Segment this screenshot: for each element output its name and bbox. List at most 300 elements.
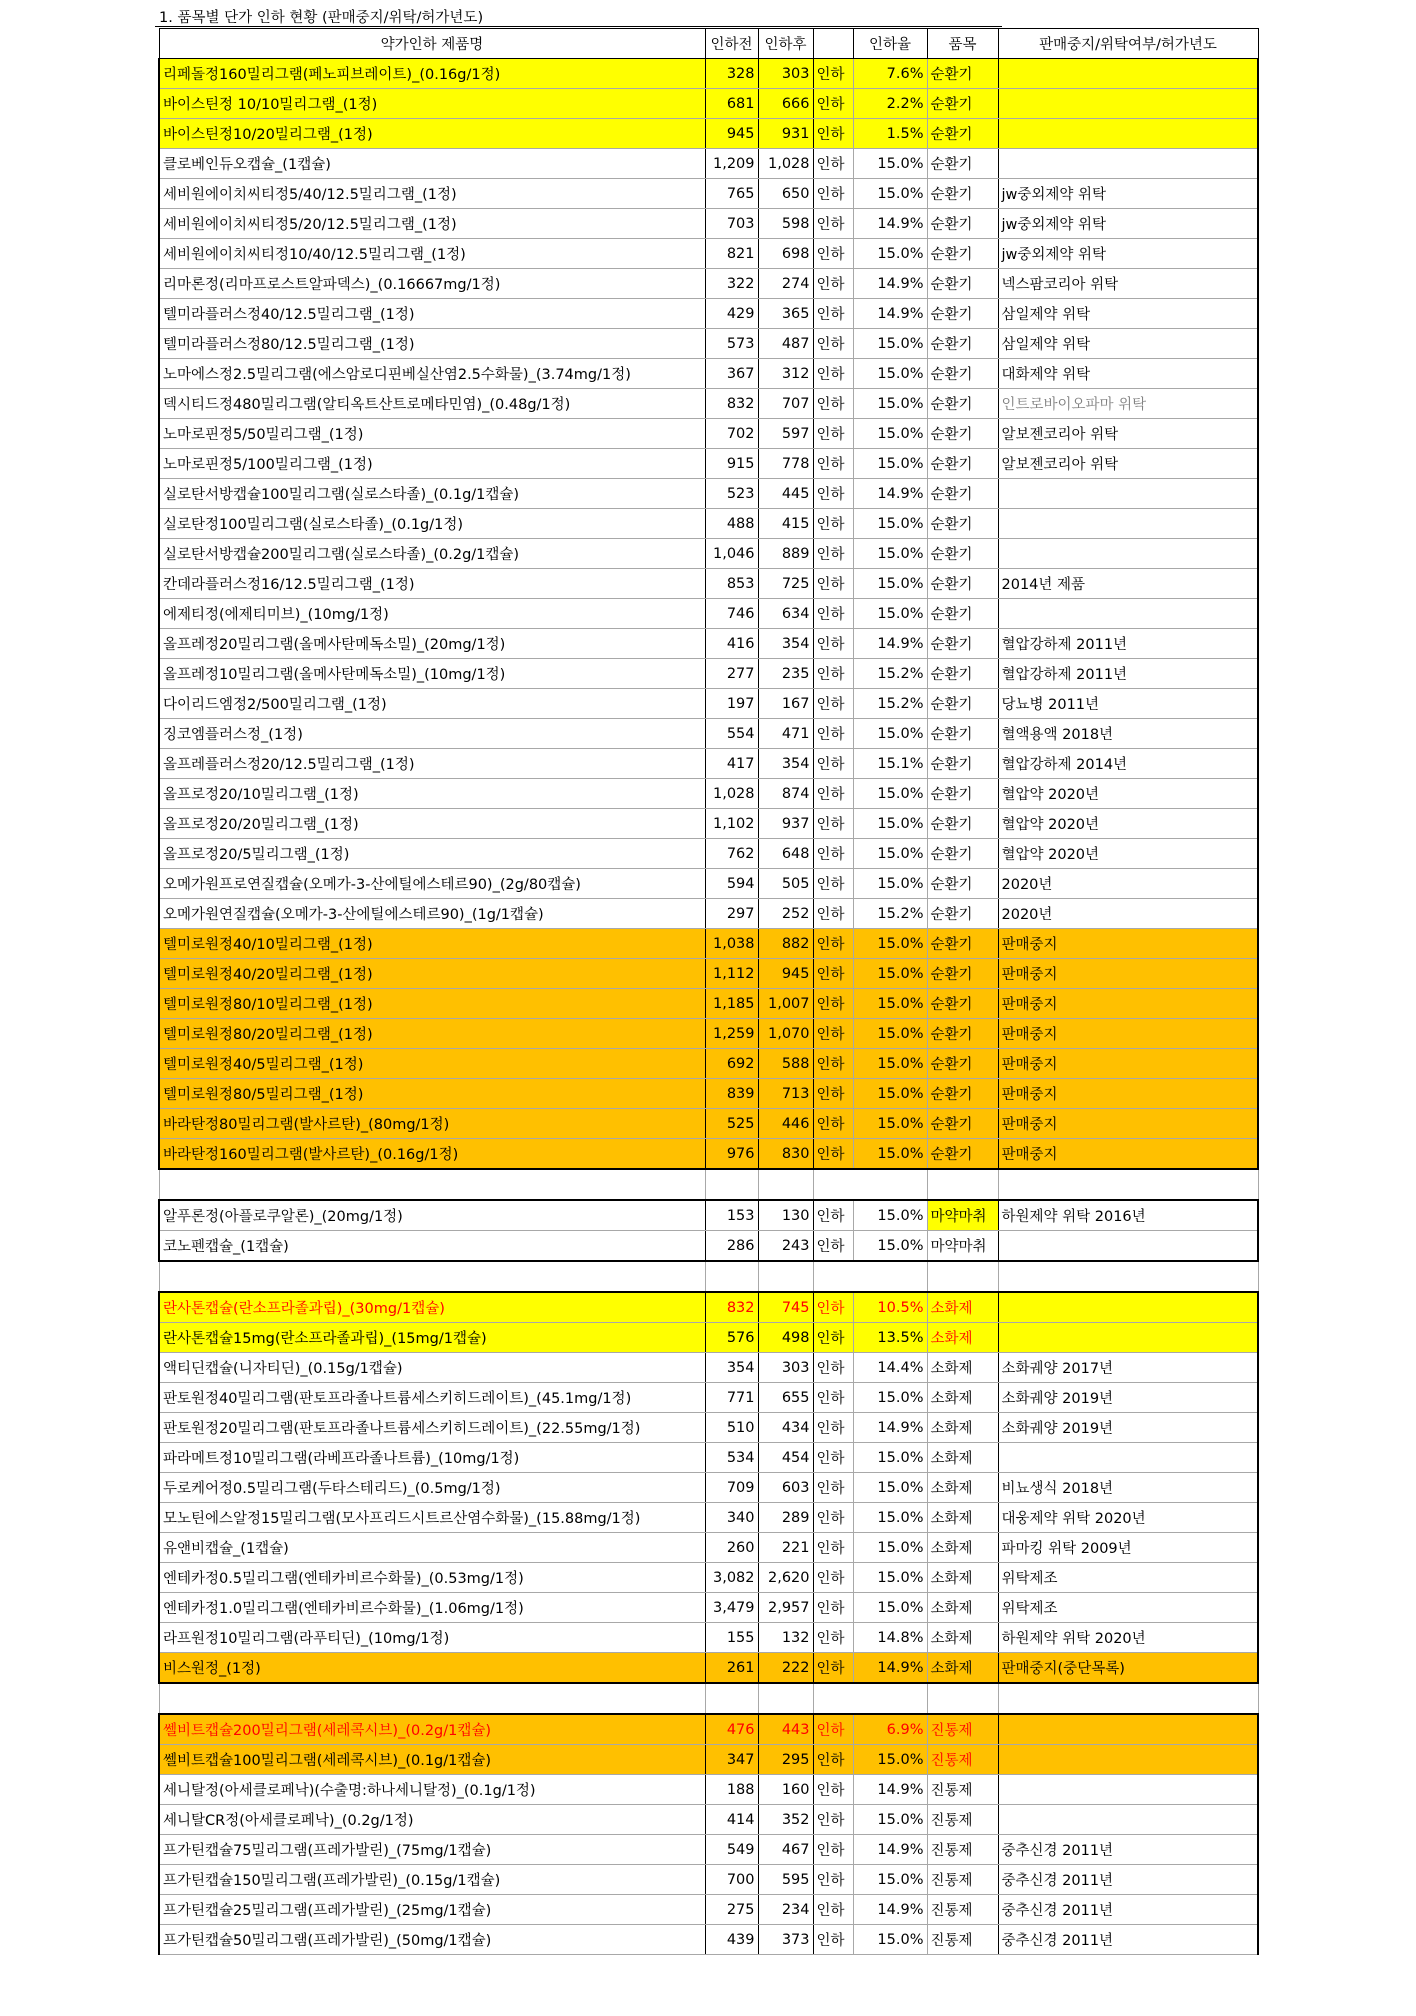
cell-name: 액티딘캡슐(니자티딘)_(0.15g/1캡슐): [159, 1353, 705, 1383]
cell-after: 167: [758, 689, 813, 719]
cell-after: 289: [758, 1503, 813, 1533]
separator-cell: [705, 1169, 758, 1200]
table-row: [159, 1323, 1258, 1353]
cell-before: 417: [705, 749, 758, 779]
cell-before: 347: [705, 1745, 758, 1775]
cell-category: 순환기: [927, 839, 998, 869]
cell-name: 올프레플러스정20/12.5밀리그램_(1정): [159, 749, 705, 779]
cell-category: 진통제: [927, 1895, 998, 1925]
separator-cell: [853, 1261, 927, 1292]
cell-after: 2,620: [758, 1563, 813, 1593]
cell-name: 엔테카정1.0밀리그램(엔테카비르수화물)_(1.06mg/1정): [159, 1593, 705, 1623]
table-row: [159, 779, 1258, 809]
cell-note: 파마킹 위탁 2009년: [998, 1533, 1258, 1563]
table-row: [159, 689, 1258, 719]
cell-before: 286: [705, 1231, 758, 1262]
cell-rate: 14.9%: [853, 629, 927, 659]
cell-name: 바이스틴정10/20밀리그램_(1정): [159, 119, 705, 149]
cell-note: 판매중지: [998, 1019, 1258, 1049]
cell-after: 234: [758, 1895, 813, 1925]
cell-action: 인하: [813, 719, 853, 749]
table-row: [159, 389, 1258, 419]
table-row: [159, 1109, 1258, 1139]
cell-rate: 14.9%: [853, 1895, 927, 1925]
cell-action: 인하: [813, 1413, 853, 1443]
cell-before: 3,082: [705, 1563, 758, 1593]
cell-rate: 14.4%: [853, 1353, 927, 1383]
cell-action: 인하: [813, 1292, 853, 1323]
separator-cell: [758, 1683, 813, 1714]
cell-rate: 14.9%: [853, 1653, 927, 1684]
separator-cell: [705, 1261, 758, 1292]
cell-rate: 15.0%: [853, 239, 927, 269]
col-header-rate: 인하율: [853, 29, 927, 59]
cell-category: 순환기: [927, 1079, 998, 1109]
table-row: [159, 359, 1258, 389]
cell-rate: 15.0%: [853, 1109, 927, 1139]
cell-note: 중추신경 2011년: [998, 1925, 1258, 1955]
cell-note: 대웅제약 위탁 2020년: [998, 1503, 1258, 1533]
cell-after: 443: [758, 1714, 813, 1745]
cell-note: [998, 1714, 1258, 1745]
cell-note: 비뇨생식 2018년: [998, 1473, 1258, 1503]
table-row: [159, 929, 1258, 959]
cell-name: 세비원에이치씨티정5/40/12.5밀리그램_(1정): [159, 179, 705, 209]
cell-action: 인하: [813, 479, 853, 509]
cell-name: 올프레정10밀리그램(올메사탄메독소밀)_(10mg/1정): [159, 659, 705, 689]
cell-before: 416: [705, 629, 758, 659]
cell-name: 세니탈CR정(아세클로페낙)_(0.2g/1정): [159, 1805, 705, 1835]
cell-name: 모노틴에스알정15밀리그램(모사프리드시트르산염수화물)_(15.88mg/1정): [159, 1503, 705, 1533]
cell-before: 765: [705, 179, 758, 209]
table-row: [159, 809, 1258, 839]
cell-note: [998, 1745, 1258, 1775]
cell-category: 순환기: [927, 569, 998, 599]
cell-note: 판매중지: [998, 959, 1258, 989]
cell-action: 인하: [813, 839, 853, 869]
table-row: [159, 1895, 1258, 1925]
cell-note: 중추신경 2011년: [998, 1895, 1258, 1925]
cell-after: 415: [758, 509, 813, 539]
cell-note: 중추신경 2011년: [998, 1865, 1258, 1895]
table-row: [159, 659, 1258, 689]
cell-note: [998, 1231, 1258, 1262]
cell-action: 인하: [813, 1895, 853, 1925]
cell-after: 713: [758, 1079, 813, 1109]
separator-cell: [705, 1683, 758, 1714]
cell-after: 588: [758, 1049, 813, 1079]
cell-rate: 14.9%: [853, 1413, 927, 1443]
cell-action: 인하: [813, 569, 853, 599]
cell-action: 인하: [813, 449, 853, 479]
cell-after: 648: [758, 839, 813, 869]
cell-rate: 1.5%: [853, 119, 927, 149]
cell-before: 328: [705, 59, 758, 89]
cell-before: 197: [705, 689, 758, 719]
cell-category: 진통제: [927, 1835, 998, 1865]
col-header-action: [813, 29, 853, 59]
cell-after: 130: [758, 1200, 813, 1231]
cell-note: 하원제약 위탁 2020년: [998, 1623, 1258, 1653]
cell-after: 132: [758, 1623, 813, 1653]
table-row: [159, 1443, 1258, 1473]
cell-before: 340: [705, 1503, 758, 1533]
cell-note: 소화궤양 2019년: [998, 1413, 1258, 1443]
cell-note: 판매중지: [998, 1049, 1258, 1079]
cell-category: 순환기: [927, 389, 998, 419]
cell-rate: 15.0%: [853, 1593, 927, 1623]
cell-action: 인하: [813, 1775, 853, 1805]
table-row: [159, 839, 1258, 869]
cell-after: 707: [758, 389, 813, 419]
cell-action: 인하: [813, 1019, 853, 1049]
cell-rate: 15.0%: [853, 959, 927, 989]
table-row: [159, 629, 1258, 659]
cell-action: 인하: [813, 659, 853, 689]
cell-before: 1,102: [705, 809, 758, 839]
cell-name: 올프로정20/10밀리그램_(1정): [159, 779, 705, 809]
cell-category: 순환기: [927, 1109, 998, 1139]
cell-before: 915: [705, 449, 758, 479]
cell-note: 소화궤양 2017년: [998, 1353, 1258, 1383]
cell-rate: 15.0%: [853, 419, 927, 449]
cell-before: 746: [705, 599, 758, 629]
cell-category: 소화제: [927, 1653, 998, 1684]
table-row: [159, 509, 1258, 539]
table-row: [159, 1563, 1258, 1593]
cell-before: 188: [705, 1775, 758, 1805]
cell-before: 703: [705, 209, 758, 239]
cell-category: 소화제: [927, 1503, 998, 1533]
cell-note: 판매중지: [998, 1079, 1258, 1109]
cell-note: 당뇨병 2011년: [998, 689, 1258, 719]
cell-rate: 15.0%: [853, 1533, 927, 1563]
cell-category: 소화제: [927, 1323, 998, 1353]
price-table: [158, 28, 1259, 1955]
table-row: [159, 989, 1258, 1019]
cell-action: 인하: [813, 1109, 853, 1139]
cell-before: 821: [705, 239, 758, 269]
cell-action: 인하: [813, 1865, 853, 1895]
separator-row: [159, 1261, 1258, 1292]
cell-category: 순환기: [927, 719, 998, 749]
cell-category: 순환기: [927, 329, 998, 359]
cell-action: 인하: [813, 1049, 853, 1079]
cell-note: 판매중지: [998, 929, 1258, 959]
cell-category: 마약마취: [927, 1200, 998, 1231]
cell-before: 322: [705, 269, 758, 299]
cell-after: 634: [758, 599, 813, 629]
cell-category: 순환기: [927, 239, 998, 269]
cell-rate: 14.9%: [853, 269, 927, 299]
cell-category: 순환기: [927, 959, 998, 989]
cell-before: 1,038: [705, 929, 758, 959]
cell-note: [998, 1775, 1258, 1805]
cell-action: 인하: [813, 209, 853, 239]
table-row: [159, 1503, 1258, 1533]
cell-category: 소화제: [927, 1533, 998, 1563]
cell-name: 에제티정(에제티미브)_(10mg/1정): [159, 599, 705, 629]
cell-after: 487: [758, 329, 813, 359]
table-row: [159, 1593, 1258, 1623]
cell-note: [998, 1805, 1258, 1835]
cell-before: 945: [705, 119, 758, 149]
cell-rate: 15.2%: [853, 659, 927, 689]
col-header-category: 품목: [927, 29, 998, 59]
cell-action: 인하: [813, 119, 853, 149]
separator-cell: [758, 1169, 813, 1200]
cell-action: 인하: [813, 869, 853, 899]
cell-after: 666: [758, 89, 813, 119]
cell-note: 혈액용액 2018년: [998, 719, 1258, 749]
cell-before: 762: [705, 839, 758, 869]
cell-after: 467: [758, 1835, 813, 1865]
table-row: [159, 1473, 1258, 1503]
cell-category: 순환기: [927, 539, 998, 569]
cell-name: 두로케어정0.5밀리그램(두타스테리드)_(0.5mg/1정): [159, 1473, 705, 1503]
cell-name: 유앤비캡슐_(1캡슐): [159, 1533, 705, 1563]
cell-rate: 15.0%: [853, 719, 927, 749]
col-header-note: 판매중지/위탁여부/허가년도: [998, 29, 1258, 59]
cell-category: 소화제: [927, 1563, 998, 1593]
cell-note: [998, 1443, 1258, 1473]
cell-after: 354: [758, 629, 813, 659]
separator-cell: [998, 1169, 1258, 1200]
col-header-after: 인하후: [758, 29, 813, 59]
cell-category: 순환기: [927, 659, 998, 689]
cell-note: 판매중지(중단목록): [998, 1653, 1258, 1684]
table-row: [159, 1231, 1258, 1262]
table-row: [159, 299, 1258, 329]
cell-note: [998, 599, 1258, 629]
cell-note: 중추신경 2011년: [998, 1835, 1258, 1865]
table-row: [159, 1653, 1258, 1684]
cell-note: [998, 59, 1258, 89]
cell-note: 혈압약 2020년: [998, 779, 1258, 809]
cell-rate: 14.8%: [853, 1623, 927, 1653]
cell-before: 1,185: [705, 989, 758, 1019]
table-row: [159, 329, 1258, 359]
cell-before: 1,046: [705, 539, 758, 569]
cell-rate: 15.0%: [853, 929, 927, 959]
cell-note: 위탁제조: [998, 1563, 1258, 1593]
cell-before: 488: [705, 509, 758, 539]
cell-before: 1,259: [705, 1019, 758, 1049]
cell-action: 인하: [813, 89, 853, 119]
table-row: [159, 1775, 1258, 1805]
cell-name: 바이스틴정 10/10밀리그램_(1정): [159, 89, 705, 119]
cell-before: 692: [705, 1049, 758, 1079]
cell-note: jw중외제약 위탁: [998, 209, 1258, 239]
cell-action: 인하: [813, 359, 853, 389]
table-row: [159, 719, 1258, 749]
cell-before: 476: [705, 1714, 758, 1745]
cell-rate: 15.2%: [853, 899, 927, 929]
cell-action: 인하: [813, 779, 853, 809]
separator-cell: [853, 1169, 927, 1200]
cell-before: 3,479: [705, 1593, 758, 1623]
cell-rate: 14.9%: [853, 209, 927, 239]
cell-after: 454: [758, 1443, 813, 1473]
cell-action: 인하: [813, 269, 853, 299]
cell-rate: 15.0%: [853, 359, 927, 389]
cell-category: 진통제: [927, 1865, 998, 1895]
cell-name: 실로탄서방캡슐100밀리그램(실로스타졸)_(0.1g/1캡슐): [159, 479, 705, 509]
cell-before: 1,112: [705, 959, 758, 989]
table-row: [159, 1865, 1258, 1895]
cell-category: 소화제: [927, 1383, 998, 1413]
cell-category: 순환기: [927, 449, 998, 479]
cell-before: 1,028: [705, 779, 758, 809]
cell-after: 295: [758, 1745, 813, 1775]
table-row: [159, 1925, 1258, 1955]
cell-action: 인하: [813, 1323, 853, 1353]
table-row: [159, 1353, 1258, 1383]
cell-note: 판매중지: [998, 1109, 1258, 1139]
cell-category: 소화제: [927, 1623, 998, 1653]
cell-name: 오메가원연질캡슐(오메가-3-산에틸에스테르90)_(1g/1캡슐): [159, 899, 705, 929]
cell-category: 진통제: [927, 1775, 998, 1805]
cell-note: 판매중지: [998, 1139, 1258, 1170]
cell-after: 352: [758, 1805, 813, 1835]
cell-action: 인하: [813, 389, 853, 419]
table-row: [159, 1139, 1258, 1170]
cell-rate: 15.0%: [853, 1231, 927, 1262]
table-row: [159, 1019, 1258, 1049]
cell-note: [998, 1323, 1258, 1353]
cell-name: 텔미라플러스정40/12.5밀리그램_(1정): [159, 299, 705, 329]
cell-name: 실로탄서방캡슐200밀리그램(실로스타졸)_(0.2g/1캡슐): [159, 539, 705, 569]
title-underline: [155, 26, 1002, 27]
table-row: [159, 1623, 1258, 1653]
cell-rate: 15.2%: [853, 689, 927, 719]
table-row: [159, 1533, 1258, 1563]
cell-after: 274: [758, 269, 813, 299]
cell-category: 순환기: [927, 989, 998, 1019]
header-row: [159, 29, 1258, 59]
cell-before: 297: [705, 899, 758, 929]
cell-note: 혈압강하제 2014년: [998, 749, 1258, 779]
cell-name: 프가틴캡슐75밀리그램(프레가발린)_(75mg/1캡슐): [159, 1835, 705, 1865]
cell-before: 277: [705, 659, 758, 689]
table-row: [159, 239, 1258, 269]
cell-after: 471: [758, 719, 813, 749]
table-row: [159, 1835, 1258, 1865]
cell-category: 마약마취: [927, 1231, 998, 1262]
cell-rate: 15.0%: [853, 779, 927, 809]
cell-action: 인하: [813, 599, 853, 629]
cell-action: 인하: [813, 1533, 853, 1563]
cell-rate: 15.0%: [853, 1139, 927, 1170]
separator-cell: [159, 1261, 705, 1292]
cell-name: 노마로핀정5/50밀리그램_(1정): [159, 419, 705, 449]
cell-rate: 10.5%: [853, 1292, 927, 1323]
cell-before: 429: [705, 299, 758, 329]
cell-after: 312: [758, 359, 813, 389]
cell-after: 725: [758, 569, 813, 599]
cell-name: 판토원정40밀리그램(판토프라졸나트륨세스키히드레이트)_(45.1mg/1정): [159, 1383, 705, 1413]
table-row: [159, 269, 1258, 299]
cell-after: 889: [758, 539, 813, 569]
cell-before: 354: [705, 1353, 758, 1383]
cell-name: 클로베인듀오캡슐_(1캡슐): [159, 149, 705, 179]
separator-cell: [927, 1261, 998, 1292]
cell-category: 순환기: [927, 59, 998, 89]
cell-before: 525: [705, 1109, 758, 1139]
cell-after: 303: [758, 1353, 813, 1383]
separator-cell: [159, 1169, 705, 1200]
cell-rate: 15.0%: [853, 509, 927, 539]
cell-after: 235: [758, 659, 813, 689]
cell-after: 365: [758, 299, 813, 329]
cell-after: 603: [758, 1473, 813, 1503]
cell-after: 498: [758, 1323, 813, 1353]
cell-name: 리페돌정160밀리그램(페노피브레이트)_(0.16g/1정): [159, 59, 705, 89]
cell-before: 554: [705, 719, 758, 749]
cell-rate: 14.9%: [853, 479, 927, 509]
cell-rate: 15.0%: [853, 1049, 927, 1079]
cell-action: 인하: [813, 1593, 853, 1623]
col-header-before: 인하전: [705, 29, 758, 59]
cell-rate: 14.9%: [853, 299, 927, 329]
cell-after: 650: [758, 179, 813, 209]
cell-rate: 15.0%: [853, 1200, 927, 1231]
table-row: [159, 419, 1258, 449]
cell-rate: 15.0%: [853, 989, 927, 1019]
separator-cell: [927, 1683, 998, 1714]
cell-before: 155: [705, 1623, 758, 1653]
cell-rate: 15.0%: [853, 1925, 927, 1955]
cell-before: 681: [705, 89, 758, 119]
cell-before: 510: [705, 1413, 758, 1443]
cell-name: 세비원에이치씨티정10/40/12.5밀리그램_(1정): [159, 239, 705, 269]
cell-before: 534: [705, 1443, 758, 1473]
cell-action: 인하: [813, 1473, 853, 1503]
cell-note: 2020년: [998, 899, 1258, 929]
cell-after: 2,957: [758, 1593, 813, 1623]
cell-rate: 15.0%: [853, 1745, 927, 1775]
cell-action: 인하: [813, 809, 853, 839]
cell-action: 인하: [813, 1623, 853, 1653]
cell-name: 코노펜캡슐_(1캡슐): [159, 1231, 705, 1262]
cell-category: 순환기: [927, 1139, 998, 1170]
cell-before: 260: [705, 1533, 758, 1563]
cell-after: 937: [758, 809, 813, 839]
cell-category: 소화제: [927, 1593, 998, 1623]
cell-action: 인하: [813, 1231, 853, 1262]
cell-before: 771: [705, 1383, 758, 1413]
separator-cell: [758, 1261, 813, 1292]
separator-cell: [813, 1169, 853, 1200]
table-row: [159, 119, 1258, 149]
table-row: [159, 1413, 1258, 1443]
cell-rate: 15.0%: [853, 329, 927, 359]
cell-category: 순환기: [927, 299, 998, 329]
table-row: [159, 569, 1258, 599]
cell-category: 소화제: [927, 1443, 998, 1473]
cell-rate: 15.0%: [853, 1805, 927, 1835]
cell-after: 505: [758, 869, 813, 899]
cell-note: [998, 539, 1258, 569]
cell-rate: 15.0%: [853, 599, 927, 629]
cell-name: 쎌비트캡슐200밀리그램(세레콕시브)_(0.2g/1캡슐): [159, 1714, 705, 1745]
cell-name: 텔미로원정40/5밀리그램_(1정): [159, 1049, 705, 1079]
cell-category: 순환기: [927, 359, 998, 389]
cell-action: 인하: [813, 179, 853, 209]
cell-category: 진통제: [927, 1714, 998, 1745]
cell-rate: 15.0%: [853, 449, 927, 479]
cell-action: 인하: [813, 1139, 853, 1170]
